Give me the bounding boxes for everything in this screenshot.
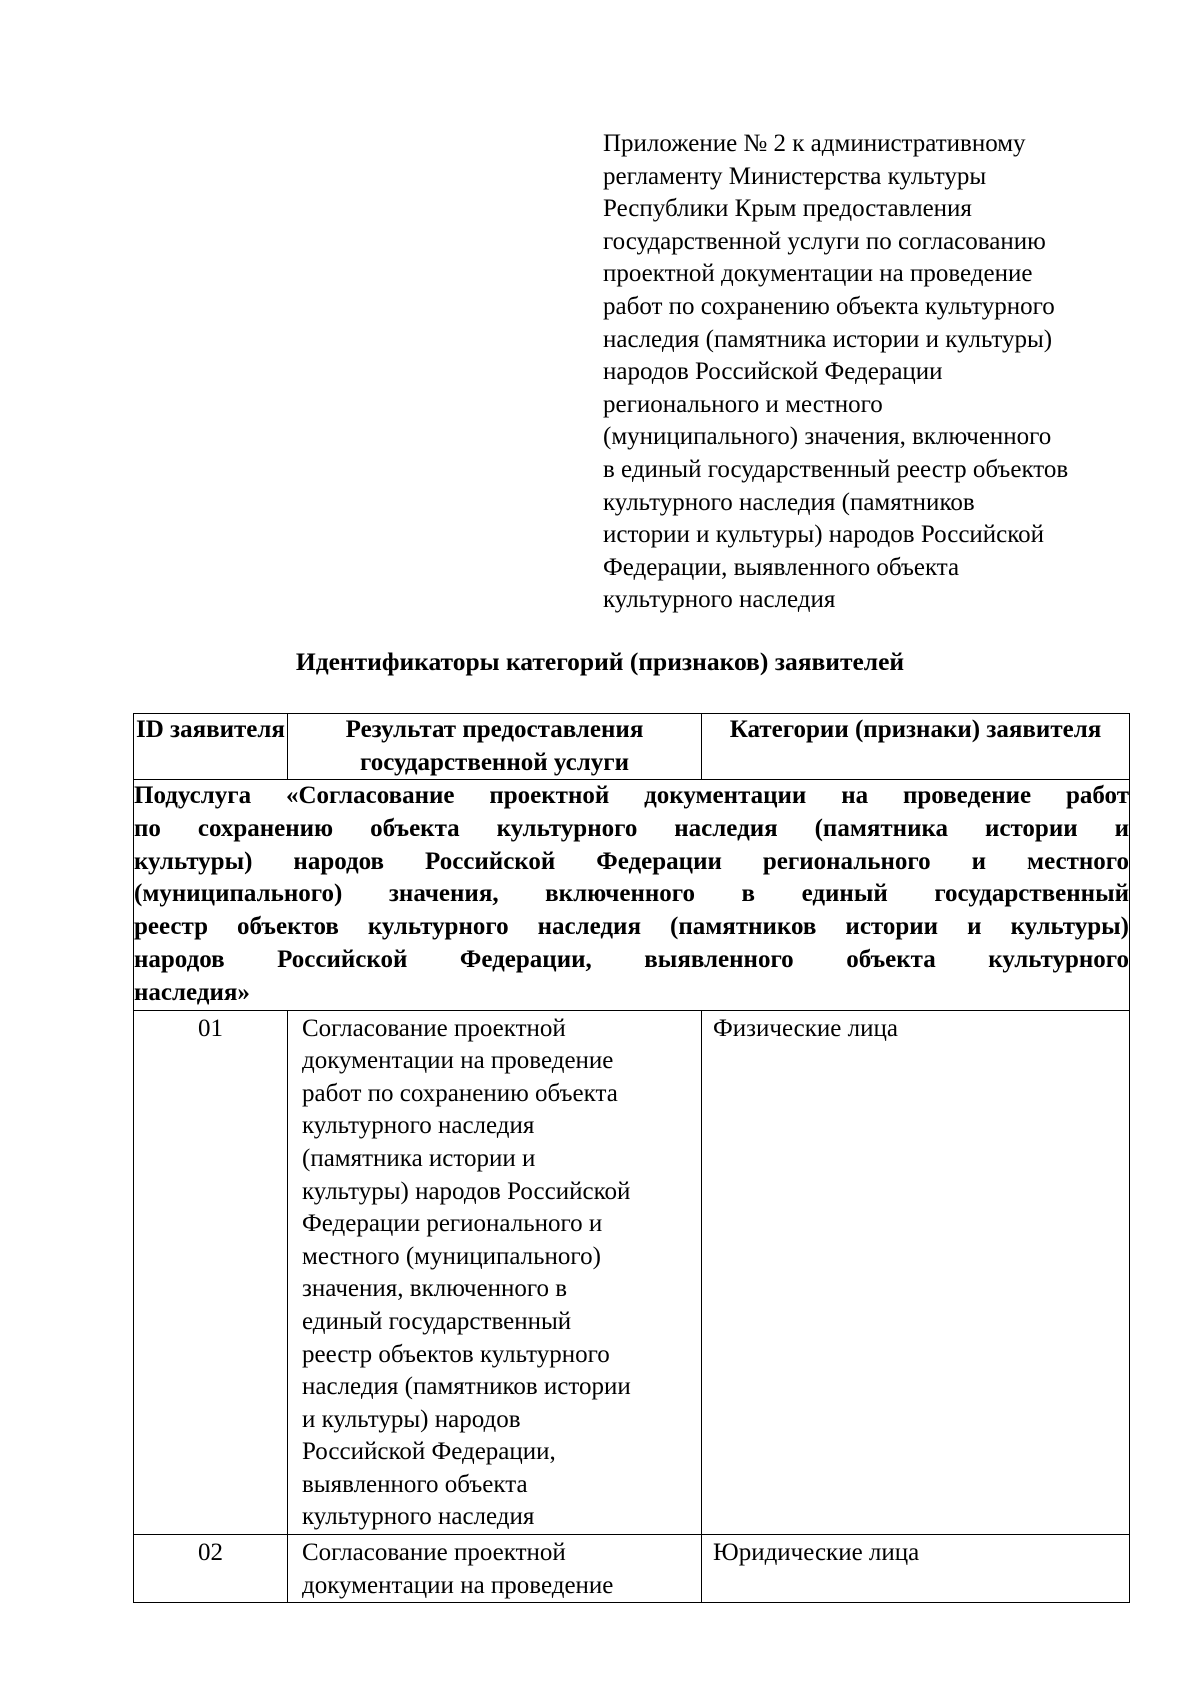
appendix-line: регламенту Министерства культуры (603, 162, 987, 190)
row-category: Физические лица (702, 1010, 1130, 1535)
result-line: культурного наследия (302, 1503, 535, 1531)
header-result: Результат предоставления государственной услуги (288, 714, 702, 780)
subservice-line: реестр объектов культурного наследия (памятников истории и культуры) (134, 913, 1129, 941)
table-row (134, 1010, 1130, 1535)
appendix-line: истории и культуры) народов Российской (603, 521, 1045, 549)
appendix-line: работ по сохранению объекта культурного (603, 292, 1055, 320)
appendix-note (603, 128, 1163, 617)
appendix-line: Федерации, выявленного объекта (603, 553, 960, 581)
subservice-line: культуры) народов Российской Федерации регионального и местного (134, 847, 1129, 875)
appendix-line: Республики Крым предоставления (603, 195, 972, 223)
result-line: культурного наследия (302, 1112, 535, 1140)
subservice-row (134, 780, 1130, 1011)
result-line: реестр объектов культурного (302, 1340, 610, 1368)
result-line: Российской Федерации, (302, 1438, 556, 1466)
subservice-line: по сохранению объекта культурного наследия (памятника истории и (134, 814, 1129, 842)
row-id: 02 (134, 1535, 288, 1603)
appendix-line: Приложение № 2 к административному (603, 130, 1026, 157)
result-line: Согласование проектной (302, 1014, 566, 1042)
result-line: Федерации регионального и (302, 1210, 603, 1238)
subservice-line: наследия» (134, 978, 250, 1006)
table-row (134, 1535, 1130, 1603)
appendix-line: в единый государственный реестр объектов (603, 455, 1069, 483)
result-line: местного (муниципального) (302, 1242, 601, 1270)
result-line: наследия (памятников истории (302, 1373, 631, 1401)
appendix-line: культурного наследия (памятников (603, 488, 975, 516)
result-line: Согласование проектной (302, 1539, 566, 1567)
header-category: Категории (признаки) заявителя (702, 714, 1130, 780)
header-id: ID заявителя (134, 714, 288, 780)
subservice-line: Подуслуга «Согласование проектной документации на проведение работ (134, 782, 1129, 809)
row-id: 01 (134, 1010, 288, 1535)
appendix-line: (муниципального) значения, включенного (603, 423, 1052, 451)
result-line: значения, включенного в (302, 1275, 568, 1303)
appendix-line: регионального и местного (603, 390, 883, 418)
appendix-line: народов Российской Федерации (603, 358, 943, 386)
result-line: культуры) народов Российской (302, 1177, 631, 1205)
applicant-categories-table (133, 713, 1130, 1603)
result-line: (памятника истории и (302, 1144, 536, 1172)
appendix-line: проектной документации на проведение (603, 260, 1033, 288)
result-line: единый государственный (302, 1307, 572, 1335)
subservice-cell (134, 780, 1130, 1011)
row-result (288, 1535, 702, 1603)
result-line: работ по сохранению объекта (302, 1079, 618, 1107)
result-line: документации на проведение (302, 1571, 614, 1599)
result-line: выявленного объекта (302, 1470, 528, 1498)
appendix-line: государственной услуги по согласованию (603, 227, 1046, 255)
row-result (288, 1010, 702, 1535)
table-header-row (134, 714, 1130, 780)
document-title: Идентификаторы категорий (признаков) заявителей (295, 647, 905, 676)
appendix-line: культурного наследия (603, 586, 836, 614)
result-line: и культуры) народов (302, 1405, 521, 1433)
subservice-line: народов Российской Федерации, выявленного объекта культурного (134, 945, 1129, 973)
appendix-line: наследия (памятника истории и культуры) (603, 325, 1053, 353)
result-line: документации на проведение (302, 1047, 614, 1075)
subservice-line: (муниципального) значения, включенного в единый государственный (134, 880, 1129, 908)
row-category: Юридические лица (702, 1535, 1130, 1603)
